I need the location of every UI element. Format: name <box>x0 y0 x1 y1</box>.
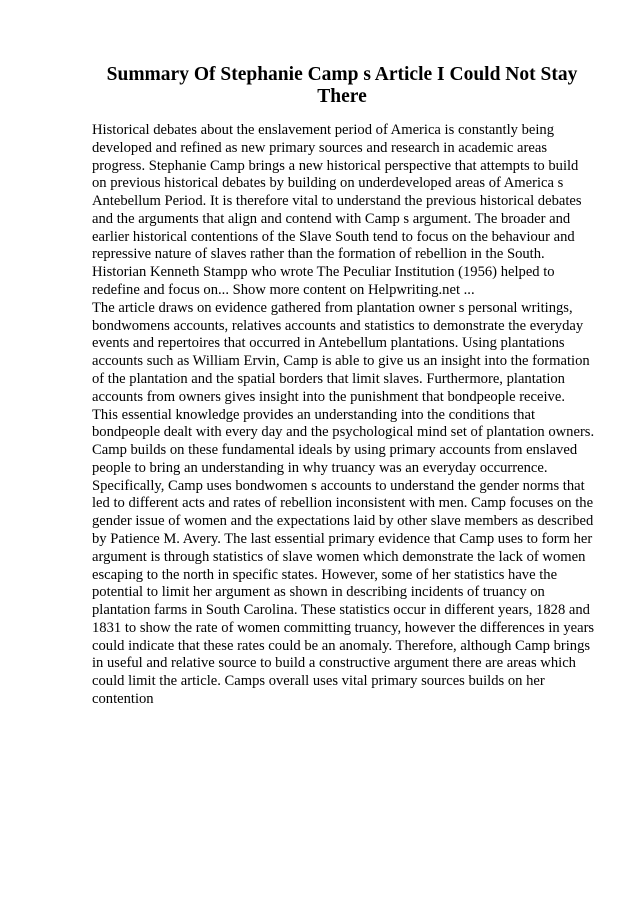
title-line: There <box>317 86 367 107</box>
body-line: and the arguments that align and contend with Camp s argument. The broader and <box>92 210 571 227</box>
body-line: The article draws on evidence gathered from plantation owner s personal writings, <box>92 299 573 316</box>
body-line: gender issue of women and the expectations laid by other slave members as described <box>92 513 594 530</box>
body-line: bondwomens accounts, relatives accounts and statistics to demonstrate the everyday <box>92 317 584 334</box>
body-line: Historian Kenneth Stampp who wrote The Peculiar Institution (1956) helped to <box>92 264 555 281</box>
body-line: by Patience M. Avery. The last essential primary evidence that Camp uses to form her <box>92 530 593 547</box>
body-line: bondpeople dealt with every day and the psychological mind set of plantation owners. <box>92 424 595 441</box>
body-line: Camp builds on these fundamental ideals by using primary accounts from enslaved <box>92 442 578 459</box>
body-line: redefine and focus on... Show more content on Helpwriting.net ... <box>92 282 475 299</box>
body-line: on previous historical debates by building on underdeveloped areas of America s <box>92 175 564 192</box>
body-line: people to bring an understanding in why truancy was an everyday occurrence. <box>92 459 548 476</box>
body-line: contention <box>92 691 154 707</box>
title-line: Summary Of Stephanie Camp s Article I Could Not Stay <box>106 64 578 85</box>
body-line: repressive nature of slaves rather than the formation of rebellion in the South. <box>92 246 545 263</box>
body-line: 1831 to show the rate of women committing truancy, however the differences in years <box>92 619 595 636</box>
body-line: Specifically, Camp uses bondwomen s accounts to understand the gender norms that <box>92 477 585 494</box>
body-line: of the plantation and the spatial borders that limit slaves. Furthermore, plantation <box>92 370 565 387</box>
body-line: argument is through statistics of slave women which demonstrate the lack of women <box>92 548 586 565</box>
body-line: earlier historical contentions of the Slave South tend to focus on the behaviour and <box>92 228 575 245</box>
body-line: could limit the article. Camps overall uses vital primary sources builds on her <box>92 673 545 690</box>
body-line: escaping to the north in specific states. However, some of her statistics have the <box>92 566 558 583</box>
body-line: led to different acts and rates of rebellion inconsistent with men. Camp focuses on the <box>92 495 594 512</box>
body-line: Historical debates about the enslavement period of America is constantly being <box>92 122 554 138</box>
body-line: accounts such as William Ervin, Camp is able to give us an insight into the formation <box>92 353 590 370</box>
document-title <box>92 64 592 108</box>
body-line: plantation farms in South Carolina. These statistics occur in different years, 1828 and <box>92 602 590 619</box>
body-line: events and repertoires that occurred in Antebellum plantations. Using plantations <box>92 335 565 352</box>
body-line: in useful and relative source to build a constructive argument there are areas which <box>92 655 576 672</box>
body-line: Antebellum Period. It is therefore vital to understand the previous historical debates <box>92 193 582 210</box>
document-body <box>92 122 612 709</box>
body-line: progress. Stephanie Camp brings a new historical perspective that attempts to build <box>92 157 579 174</box>
body-line: This essential knowledge provides an understanding into the conditions that <box>92 406 536 423</box>
body-line: potential to limit her argument as shown in describing incidents of truancy on <box>92 584 545 601</box>
body-line: developed and refined as new primary sources and research in academic areas <box>92 139 548 156</box>
body-line: could indicate that these rates could be an anomaly. Therefore, although Camp brings <box>92 637 591 654</box>
body-line: accounts from owners gives insight into the punishment that bondpeople receive. <box>92 388 565 405</box>
